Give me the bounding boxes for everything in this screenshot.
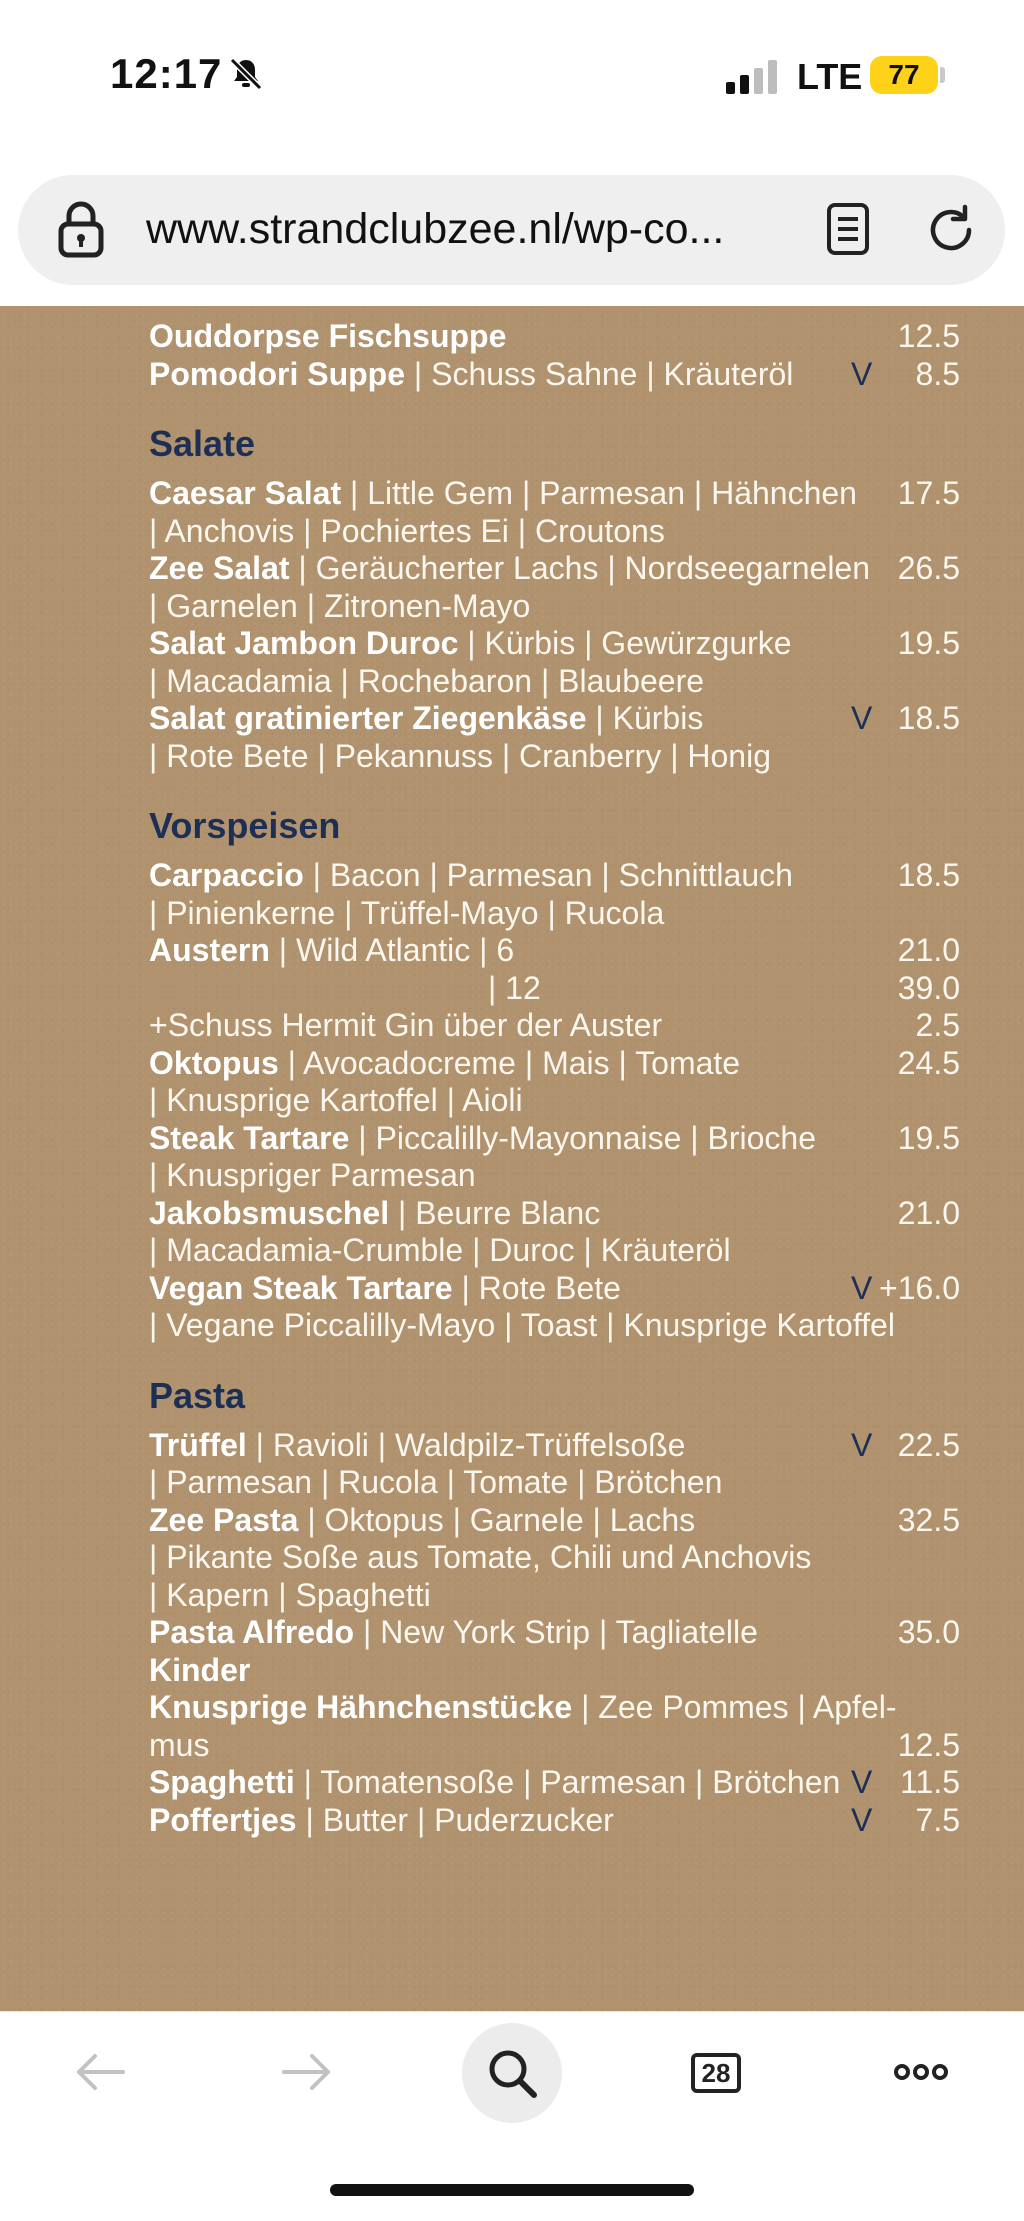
dish-description: | Rote Bete | Pekannuss | Cranberry | Honig — [149, 737, 771, 774]
menu-line — [149, 1045, 740, 1081]
dish-price: 18.5 — [897, 857, 960, 893]
menu-line — [149, 1652, 250, 1688]
menu-line — [149, 356, 793, 392]
dish-description: | Ravioli | Waldpilz-Trüffelsoße — [246, 1426, 686, 1463]
dish-description: | Pinienkerne | Trüffel-Mayo | Rucola — [149, 894, 665, 931]
menu-line — [149, 1270, 621, 1306]
dish-price: 21.0 — [897, 1194, 960, 1231]
dish-description: | Kapern | Spaghetti — [149, 1576, 431, 1613]
menu-line — [149, 1727, 209, 1763]
network-label: LTE — [797, 56, 863, 97]
dish-description: | Garnelen | Zitronen-Mayo — [149, 587, 531, 624]
dish-price: 12.5 — [897, 318, 960, 354]
menu-line — [149, 738, 771, 774]
menu-line — [149, 1577, 431, 1613]
menu-line — [149, 1307, 895, 1343]
menu-line — [149, 625, 792, 661]
bell-slash-icon — [228, 56, 264, 92]
vegetarian-badge: V — [851, 1269, 873, 1306]
dish-description: | Little Gem | Parmesan | Hähnchen — [341, 475, 857, 511]
dish-description: | Macadamia-Crumble | Duroc | Kräuteröl — [149, 1232, 731, 1268]
menu-line — [149, 1232, 731, 1268]
dish-description: | Kürbis — [586, 700, 704, 736]
dish-description: | 12 — [488, 969, 541, 1006]
dish-name: Steak Tartare — [149, 1119, 350, 1156]
dish-description: | Zee Pommes | Apfel- — [572, 1689, 897, 1725]
dish-name: Spaghetti — [149, 1764, 295, 1800]
dish-price: 17.5 — [897, 475, 960, 511]
vegetarian-badge: V — [851, 355, 873, 392]
dish-description: | Parmesan | Rucola | Tomate | Brötchen — [149, 1464, 723, 1500]
lock-icon — [58, 200, 104, 258]
vegetarian-badge: V — [851, 1764, 873, 1800]
dish-price: 26.5 — [897, 550, 960, 586]
dish-name: Knusprige Hähnchenstücke — [149, 1689, 573, 1725]
dish-description: | Bacon | Parmesan | Schnittlauch — [303, 857, 793, 893]
more-icon[interactable] — [893, 2060, 949, 2084]
dish-price: 19.5 — [897, 625, 960, 661]
dish-price: 12.5 — [897, 1726, 960, 1763]
dish-price: 22.5 — [897, 1426, 960, 1463]
menu-line — [149, 588, 530, 624]
vegetarian-badge: V — [851, 1801, 873, 1838]
dish-description: | Tomatensoße | Parmesan | Brötchen — [294, 1764, 841, 1800]
menu-line — [149, 513, 665, 549]
dish-name: Kinder — [149, 1651, 251, 1688]
forward-arrow-icon[interactable] — [280, 2052, 332, 2092]
dish-description: | Vegane Piccalilly-Mayo | Toast | Knusprige Kartoffel — [149, 1307, 895, 1343]
reader-mode-icon[interactable] — [826, 202, 870, 256]
menu-line — [149, 1082, 523, 1118]
menu-line — [149, 1689, 897, 1725]
vegetarian-badge: V — [851, 1426, 873, 1463]
dish-name: Carpaccio — [149, 857, 304, 893]
menu-line — [488, 970, 541, 1006]
dish-name: Austern — [149, 932, 270, 968]
dish-name: Vegan Steak Tartare — [149, 1269, 453, 1306]
dish-description: | Knusprige Kartoffel | Aioli — [149, 1082, 523, 1118]
menu-line — [149, 1614, 758, 1650]
dish-name: Salat Jambon Duroc — [149, 625, 459, 661]
search-icon[interactable] — [484, 2045, 540, 2101]
status-bar — [0, 0, 1024, 150]
dish-description: | Piccalilly-Mayonnaise | Brioche — [349, 1119, 816, 1156]
dish-name: Ouddorpse Fischsuppe — [149, 318, 507, 354]
dish-description: | Avocadocreme | Mais | Tomate — [278, 1044, 741, 1081]
section-header: Salate — [149, 423, 256, 464]
section-header: Vorspeisen — [149, 805, 341, 846]
battery-tip — [940, 67, 945, 83]
tabs-icon[interactable] — [691, 2053, 741, 2093]
dish-name: Pasta Alfredo — [149, 1614, 355, 1650]
back-arrow-icon[interactable] — [75, 2052, 127, 2092]
dish-price: 18.5 — [897, 700, 960, 736]
dish-description: | Macadamia | Rochebaron | Blaubeere — [149, 662, 705, 699]
dish-description: | Oktopus | Garnele | Lachs — [298, 1501, 696, 1538]
dish-price: +16.0 — [879, 1269, 960, 1306]
dish-description: | Anchovis | Pochiertes Ei | Croutons — [149, 512, 665, 549]
reload-icon[interactable] — [925, 204, 977, 256]
dish-name: Poffertjes — [149, 1801, 297, 1838]
menu-line — [149, 1539, 811, 1575]
status-time: 12:17 — [110, 50, 223, 97]
signal-icon — [726, 60, 782, 94]
dish-description: | New York Strip | Tagliatelle — [354, 1614, 758, 1650]
menu-line — [149, 700, 703, 736]
menu-line — [149, 932, 514, 968]
url-text[interactable]: www.strandclubzee.nl/wp-co... — [146, 205, 725, 253]
menu-line — [149, 1502, 695, 1538]
dish-name: Pomodori Suppe — [149, 355, 405, 392]
menu-line — [149, 857, 793, 893]
menu-line — [149, 550, 870, 586]
menu-line — [149, 663, 704, 699]
menu-line — [149, 475, 857, 511]
dish-price: 7.5 — [915, 1801, 960, 1838]
home-indicator — [330, 2184, 694, 2196]
dish-description: | Wild Atlantic | 6 — [269, 932, 515, 968]
menu-line — [149, 895, 664, 931]
menu-page — [0, 306, 1024, 2011]
battery-icon — [870, 56, 938, 94]
dish-name: Salat gratinierter Ziegenkäse — [149, 700, 587, 736]
dish-price: 2.5 — [915, 1007, 960, 1043]
dish-description: mus — [149, 1726, 210, 1763]
dish-price: 21.0 — [897, 932, 960, 968]
menu-line — [149, 1464, 722, 1500]
dish-price: 35.0 — [897, 1614, 960, 1650]
dish-description: | Schuss Sahne | Kräuteröl — [405, 355, 794, 392]
dish-description: | Kürbis | Gewürzgurke — [458, 625, 792, 661]
menu-line — [149, 1007, 662, 1043]
section-header: Pasta — [149, 1374, 246, 1416]
dish-price: 32.5 — [897, 1501, 960, 1538]
dish-price: 24.5 — [897, 1044, 960, 1081]
dish-description: +Schuss Hermit Gin über der Auster — [149, 1007, 663, 1043]
dish-price: 11.5 — [900, 1764, 960, 1800]
battery-level: 77 — [888, 59, 920, 90]
tab-count: 28 — [701, 2058, 731, 2088]
dish-description: | Beurre Blanc — [389, 1194, 601, 1231]
menu-line — [149, 1764, 840, 1800]
dish-name: Jakobsmuschel — [149, 1194, 390, 1231]
dish-description: | Knuspriger Parmesan — [149, 1157, 476, 1193]
vegetarian-badge: V — [851, 700, 873, 736]
menu-line — [149, 318, 506, 354]
menu-line — [149, 1157, 476, 1193]
dish-name: Caesar Salat — [149, 475, 342, 511]
dish-description: | Geräucherter Lachs | Nordseegarnelen — [289, 550, 871, 586]
dish-name: Oktopus — [149, 1044, 279, 1081]
dish-name: Trüffel — [149, 1426, 247, 1463]
dish-description: | Rote Bete — [452, 1269, 621, 1306]
dish-price: 39.0 — [897, 969, 960, 1006]
dish-price: 8.5 — [915, 355, 960, 392]
menu-line — [149, 1802, 614, 1838]
menu-line — [149, 1195, 600, 1231]
dish-description: | Butter | Puderzucker — [296, 1801, 614, 1838]
dish-price: 19.5 — [897, 1119, 960, 1156]
dish-description: | Pikante Soße aus Tomate, Chili und Anchovis — [149, 1539, 812, 1575]
menu-line — [149, 1120, 816, 1156]
dish-name: Zee Pasta — [149, 1501, 299, 1538]
dish-name: Zee Salat — [149, 550, 290, 586]
menu-line — [149, 1427, 685, 1463]
